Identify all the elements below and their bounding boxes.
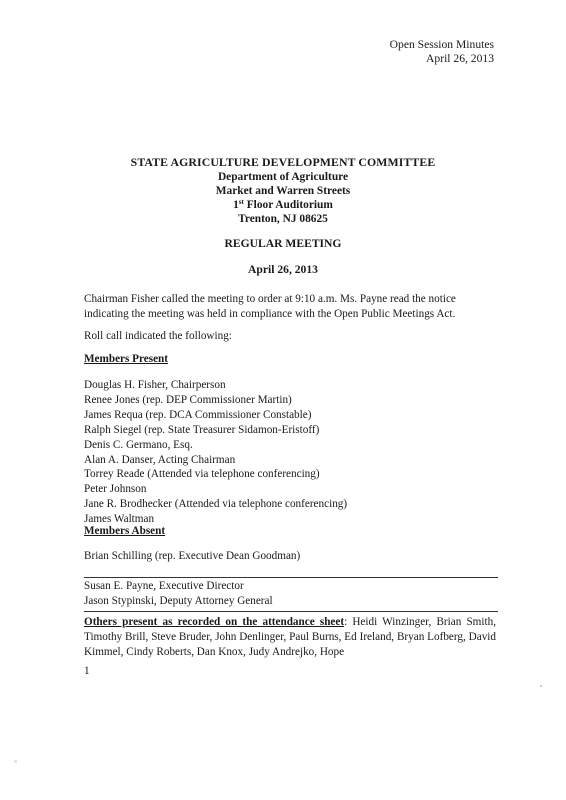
list-item: Denis C. Germano, Esq. bbox=[84, 438, 193, 451]
department-name: Department of Agriculture bbox=[217, 170, 349, 183]
list-item: Torrey Reade (Attended via telephone conferencing) bbox=[84, 468, 320, 481]
list-item: Peter Johnson bbox=[84, 483, 147, 496]
divider-line bbox=[84, 577, 498, 578]
meeting-date: April 26, 2013 bbox=[248, 263, 318, 276]
attendance-lead: Others present as recorded on the attendance sheet bbox=[84, 616, 345, 628]
scan-speck bbox=[14, 760, 17, 763]
scan-speck bbox=[540, 685, 542, 687]
list-item: Douglas H. Fisher, Chairperson bbox=[84, 379, 226, 391]
members-absent-heading: Members Absent bbox=[84, 525, 166, 537]
header-doc-type: Open Session Minutes bbox=[389, 38, 494, 51]
opening-paragraph: Chairman Fisher called the meeting to order at 9:10 a.m. Ms. Payne read the notice indicating the meeting was held in compliance with the Open Public Meetings Act. bbox=[84, 293, 456, 320]
page-header bbox=[360, 38, 494, 66]
list-item: Susan E. Payne, Executive Director bbox=[84, 580, 244, 592]
members-absent-list bbox=[84, 549, 504, 564]
list-item: James Requa (rep. DCA Commissioner Constable) bbox=[84, 408, 312, 421]
page-number: 1 bbox=[84, 665, 90, 677]
committee-name: STATE AGRICULTURE DEVELOPMENT COMMITTEE bbox=[130, 155, 436, 169]
staff-list bbox=[84, 579, 504, 609]
attendance-colon: : bbox=[344, 616, 348, 628]
divider-line bbox=[84, 611, 498, 612]
floor-label: Floor Auditorium bbox=[243, 199, 333, 212]
list-item: James Waltman bbox=[84, 513, 155, 526]
list-item: Jason Stypinski, Deputy Attorney General bbox=[84, 594, 273, 607]
attendance-names: Heidi Winzinger, Brian Smith, Timothy Brill, Steve Bruder, John Denlinger, Paul Burns, Ed Ireland, Bryan Lofberg, David Kimmel, Cindy Roberts, Dan Knox, Judy Andrejko, Hope bbox=[84, 616, 496, 659]
header-date: April 26, 2013 bbox=[426, 52, 494, 66]
roll-call-paragraph: Roll call indicated the following: bbox=[84, 330, 232, 342]
list-item: Alan A. Danser, Acting Chairman bbox=[84, 453, 236, 466]
list-item: Jane R. Brodhecker (Attended via telephone conferencing) bbox=[84, 498, 348, 511]
members-present-heading: Members Present bbox=[84, 353, 168, 365]
members-present-list bbox=[84, 378, 504, 527]
attendance-paragraph bbox=[84, 615, 496, 661]
city-address: Trenton, NJ 08625 bbox=[238, 213, 328, 226]
meeting-type: REGULAR MEETING bbox=[224, 237, 342, 250]
floor-location bbox=[0, 198, 566, 212]
list-item: Brian Schilling (rep. Executive Dean Goodman) bbox=[84, 550, 301, 562]
floor-ordinal: st bbox=[238, 198, 244, 207]
floor-number: 1 bbox=[233, 199, 239, 212]
list-item: Renee Jones (rep. DEP Commissioner Martin) bbox=[84, 393, 292, 406]
title-block bbox=[0, 155, 566, 227]
street-address: Market and Warren Streets bbox=[215, 184, 351, 197]
list-item: Ralph Siegel (rep. State Treasurer Sidamon-Eristoff) bbox=[84, 423, 320, 436]
